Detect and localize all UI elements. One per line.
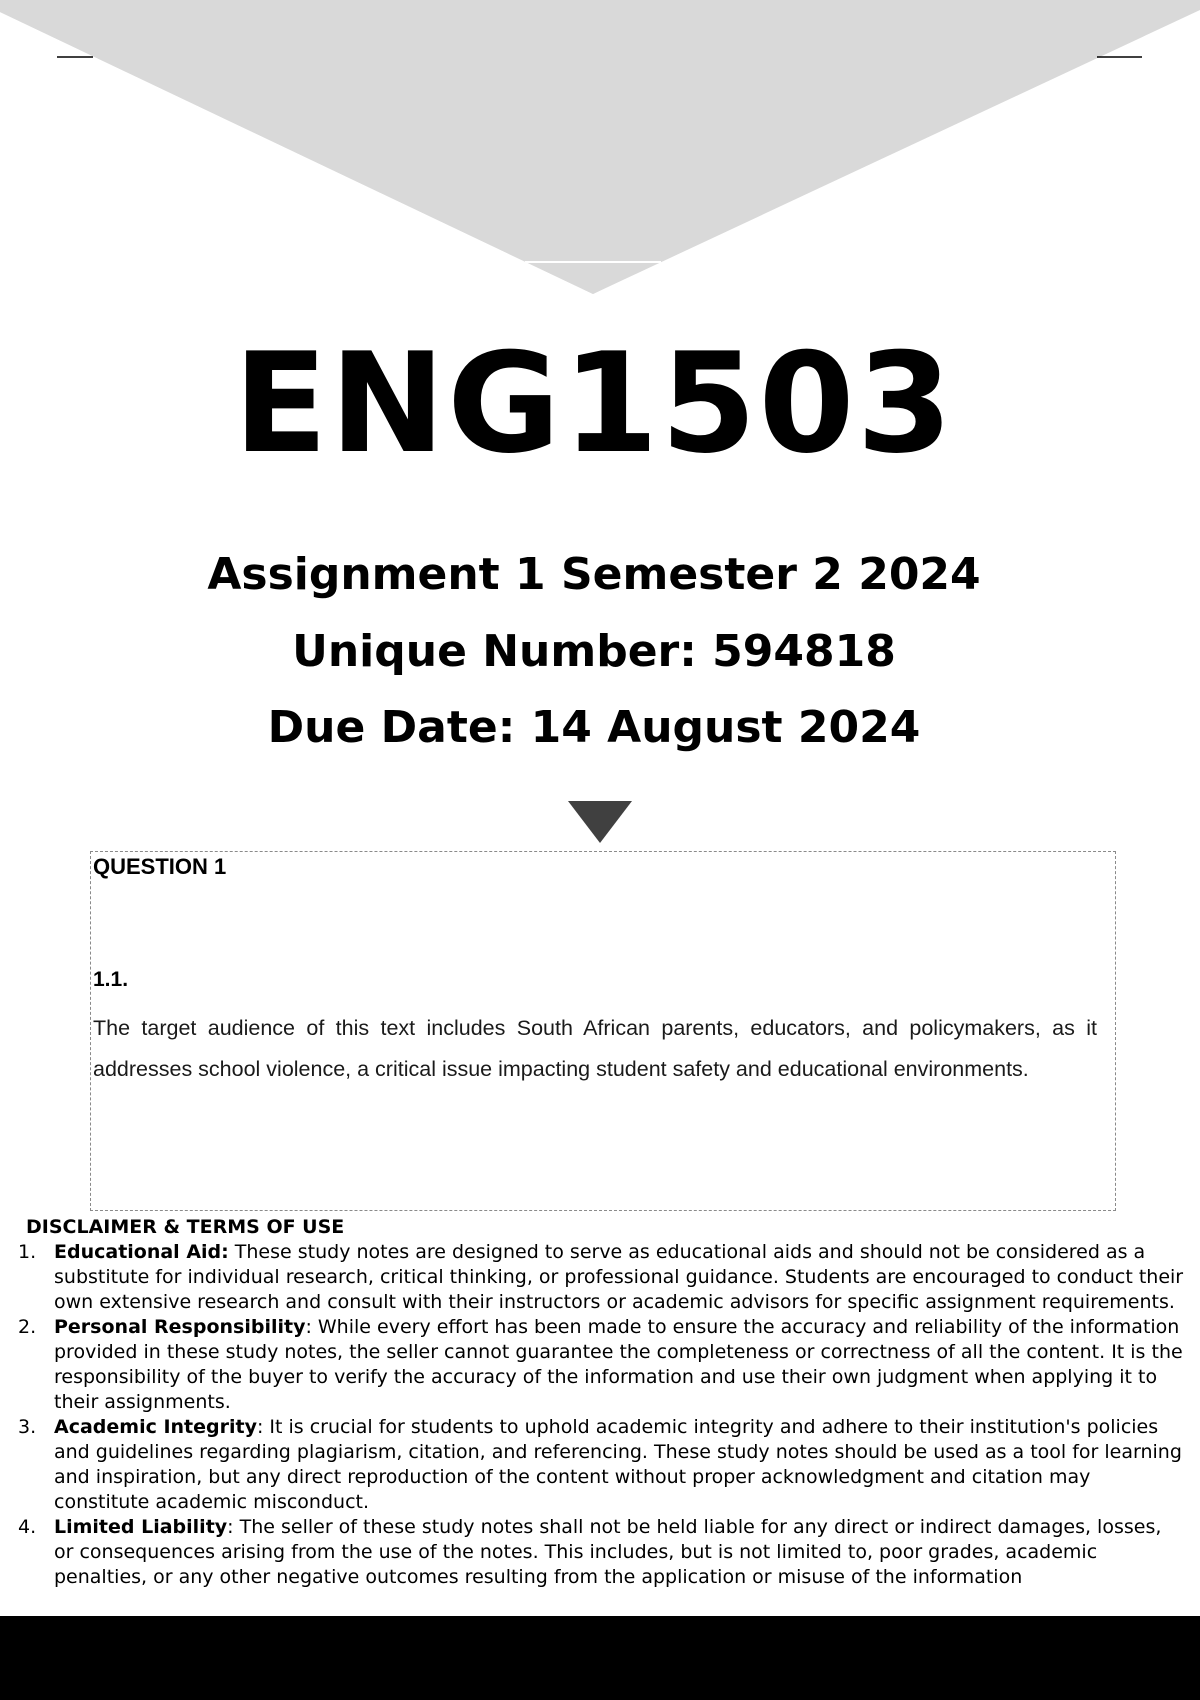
- disclaimer-section: [0, 1214, 1200, 1590]
- question-title: QUESTION 1: [93, 854, 227, 879]
- unique-number-heading: Unique Number: 594818: [292, 626, 896, 677]
- assignment-heading: Assignment 1 Semester 2 2024: [207, 549, 981, 600]
- triangle-down-icon: [568, 801, 632, 843]
- disclaimer-item-text: These study notes are designed to serve as educational aids and should not be considered as a substitute for individual research, critical thinking, or professional guidance. Students are encouraged to conduct their own extensive research and consult with their instructors or academic advisors for specific assignment requirements.: [54, 1241, 1184, 1313]
- disclaimer-item-number: 1.: [18, 1241, 37, 1263]
- disclaimer-item-label: Limited Liability: [54, 1516, 228, 1538]
- disclaimer-item-text: : The seller of these study notes shall not be held liable for any direct or indirect damages, losses, or consequences arising from the use of the notes. This includes, but is not limited to, poor grades, academic penalties, or any other negative outcomes resulting from the application or misuse of the information: [54, 1516, 1162, 1588]
- chevron-banner-icon: [0, 0, 1200, 300]
- disclaimer-item-number: 2.: [18, 1316, 37, 1338]
- disclaimer-item: [0, 1515, 1200, 1590]
- disclaimer-item-label: Academic Integrity: [54, 1416, 257, 1438]
- disclaimer-item: [0, 1315, 1200, 1415]
- disclaimer-item-number: 3.: [18, 1416, 37, 1438]
- disclaimer-item-label: Educational Aid:: [54, 1241, 229, 1263]
- disclaimer-item-text: : It is crucial for students to uphold academic integrity and adhere to their institution's policies and guidelines regarding plagiarism, citation, and referencing. These study notes should be used as a tool for learning and inspiration, but any direct reproduction of the content without proper acknowledgment and citation may constitute academic misconduct.: [54, 1416, 1182, 1513]
- disclaimer-list: [0, 1240, 1200, 1590]
- bottom-black-bar: [0, 1616, 1200, 1700]
- disclaimer-item-text: : While every effort has been made to ensure the accuracy and reliability of the information provided in these study notes, the seller cannot guarantee the completeness or correctness of all the content. It is the responsibility of the buyer to verify the accuracy of the information and use their own judgment when applying it to their assignments.: [54, 1316, 1183, 1413]
- course-code-title: ENG1503: [233, 323, 955, 484]
- disclaimer-item: [0, 1240, 1200, 1315]
- question-subnumber: 1.1.: [93, 968, 129, 991]
- disclaimer-item-number: 4.: [18, 1516, 37, 1538]
- question-text-box: [90, 851, 1116, 1211]
- disclaimer-title: DISCLAIMER & TERMS OF USE: [26, 1216, 345, 1238]
- disclaimer-item-label: Personal Responsibility: [54, 1316, 306, 1338]
- question-answer: The target audience of this text includes South African parents, educators, and policymakers, as it addresses school violence, a critical issue impacting student safety and educational environments.: [93, 1016, 1097, 1081]
- disclaimer-item: [0, 1415, 1200, 1515]
- due-date-heading: Due Date: 14 August 2024: [267, 702, 921, 753]
